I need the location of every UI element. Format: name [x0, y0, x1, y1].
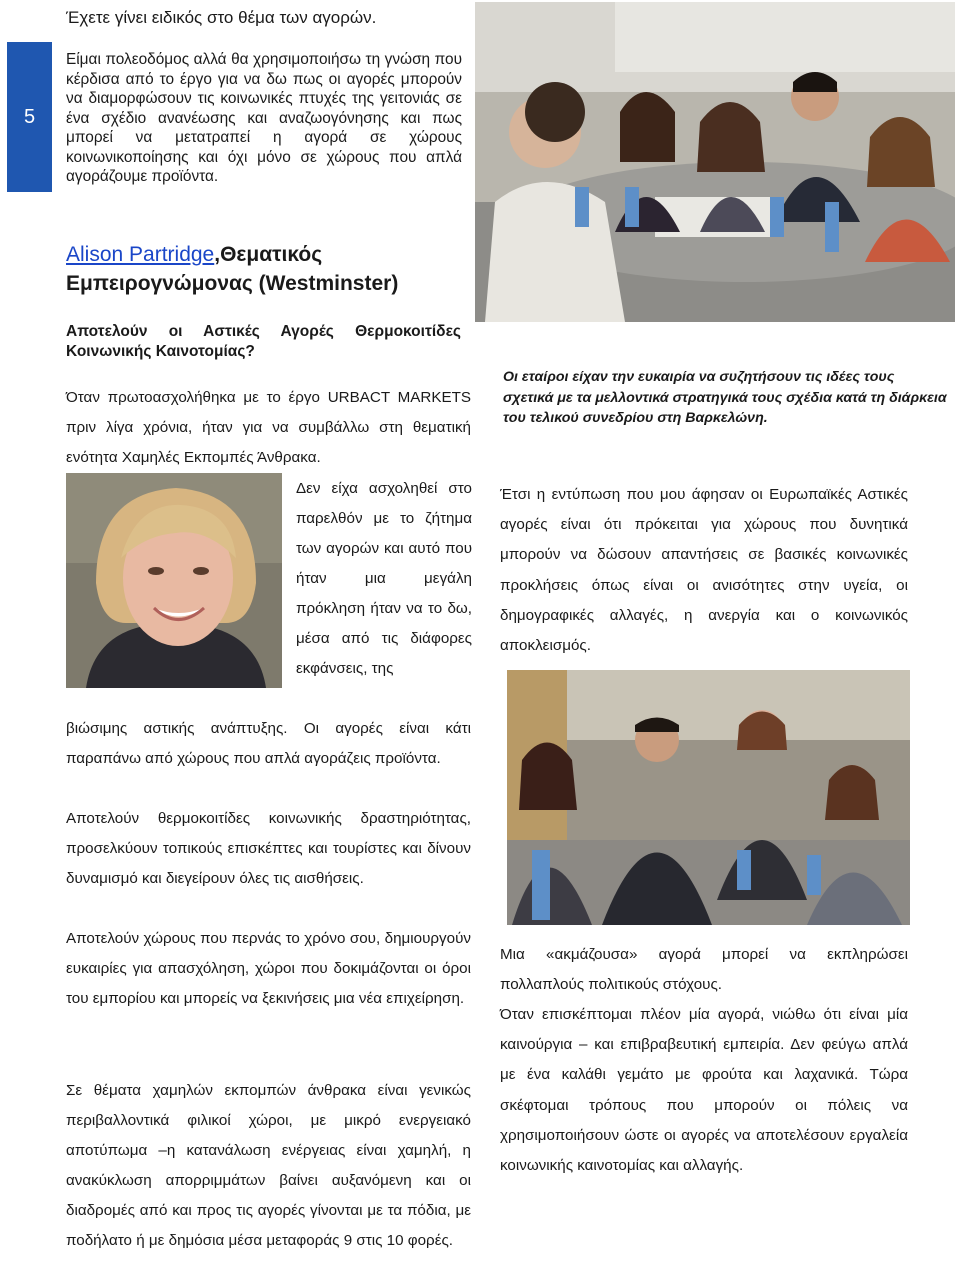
- interviewee-heading: [66, 240, 486, 298]
- right-paragraph-3: Όταν επισκέπτομαι πλέον μία αγορά, νιώθω ότι είναι μία καινούργια – και επιβραβευτική εμπειρία. Δεν φεύγω απλά με ένα καλάθι γεμάτο με φρούτα και λαχανικά. Τώρα σκέφτομαι τρόπους που μπορούν οι πόλεις να χρησιμοποιήσουν ώστε οι αγορές να αποτελέσουν εργαλεία κοινωνικής καινοτομίας και αλλαγής.: [500, 1006, 908, 1175]
- left-paragraph-5: Σε θέματα χαμηλών εκπομπών άνθρακα είναι γενικώς περιβαλλοντικά φιλικοί χώροι, με μικρό ενεργειακό αποτύπωμα –η κατανάλωση ενέργειας είναι χαμηλή, η ανακύκλωση απορριμμάτων βαίνει αυξανόμενη και οι διαδρομές από και προς τις αγορές γίνονται με τα πόδια, με ποδήλατο ή με δημόσια μέσα μεταφοράς 9 στις 10 φορές.: [66, 1082, 471, 1249]
- intro-paragraph: Είμαι πολεοδόμος αλλά θα χρησιμοποιήσω τη γνώση που κέρδισα από το έργο για να δω πως οι αγορές μπορούν να διαμορφώσουν τις κοινωνικές πτυχές της γειτονιάς σε ένα σχέδιο ανανέωσης και αναζωογόνησης και πως μπορεί να μετατραπεί η αγορά σε χώρους κοινωνικοποίησης και όχι μόνο σε χώρους που απλά αγοράζουμε προϊόντα.: [66, 51, 462, 185]
- left-paragraph-2: βιώσιμης αστικής ανάπτυξης. Οι αγορές είναι κάτι παραπάνω από χώρους που απλά αγοράζεις προϊόντα.: [66, 720, 471, 767]
- intro-line: Έχετε γίνει ειδικός στο θέμα των αγορών.: [66, 8, 377, 27]
- photo-caption: Οι εταίροι είχαν την ευκαιρία να συζητήσουν τις ιδέες τους σχετικά με τα μελλοντικά στρατηγικά τους σχέδια κατά τη διάρκεια του τελικού συνεδρίου στη Βαρκελώνη.: [503, 369, 947, 426]
- workshop-photo-top: [475, 2, 955, 322]
- right-paragraph-2: Μια «ακμάζουσα» αγορά μπορεί να εκπληρώσει πολλαπλούς πολιτικούς στόχους.: [500, 946, 908, 994]
- right-paragraph-1: Έτσι η εντύπωση που μου άφησαν οι Ευρωπαϊκές Αστικές αγορές είναι ότι πρόκειται για χώρους που δυνητικά μπορούν να δώσουν απαντήσεις σε βασικές κοινωνικές προκλήσεις όπως είναι οι ανισότητες στην υγεία, οι δημογραφικές αλλαγές, η ανεργία και ο κοινωνικός αποκλεισμός.: [500, 486, 908, 655]
- page-number-badge: [7, 42, 52, 192]
- portrait-photo: [66, 473, 282, 688]
- wrap-paragraph: Δεν είχα ασχοληθεί στο παρελθόν με το ζήτημα των αγορών και αυτό που ήταν μια μεγάλη πρόκληση ήταν να το δω, μέσα από τις διάφορες εκφάνσεις, της: [296, 480, 472, 677]
- interviewee-title: ,Θεματικός Εμπειρογνώμονας (Westminster): [66, 243, 399, 295]
- workshop-photo-bottom: [507, 670, 910, 925]
- interviewee-name-link[interactable]: Alison Partridge: [66, 243, 215, 266]
- left-paragraph-4: Αποτελούν χώρους που περνάς το χρόνο σου, δημιουργούν ευκαιρίες για απασχόληση, χώροι που δοκιμάζονται οι όροι του εμπορίου και μπορείς να ξεκινήσεις μια νέα επιχείρηση.: [66, 930, 471, 1007]
- interview-question: Αποτελούν οι Αστικές Αγορές Θερμοκοιτίδες Κοινωνικής Καινοτομίας?: [66, 323, 461, 360]
- left-paragraph-3: Αποτελούν θερμοκοιτίδες κοινωνικής δραστηριότητας, προσελκύουν τοπικούς επισκέπτες και τουρίστες και δίνουν δυναμισμό και διεγείρουν όλες τις αισθήσεις.: [66, 810, 471, 887]
- left-paragraph-1: Όταν πρωτοασχολήθηκα με το έργο URBACT MARKETS πριν λίγα χρόνια, ήταν για να συμβάλλω στη θεματική ενότητα Χαμηλές Εκπομπές Άνθρακα.: [66, 389, 471, 466]
- page-number: 5: [23, 105, 36, 128]
